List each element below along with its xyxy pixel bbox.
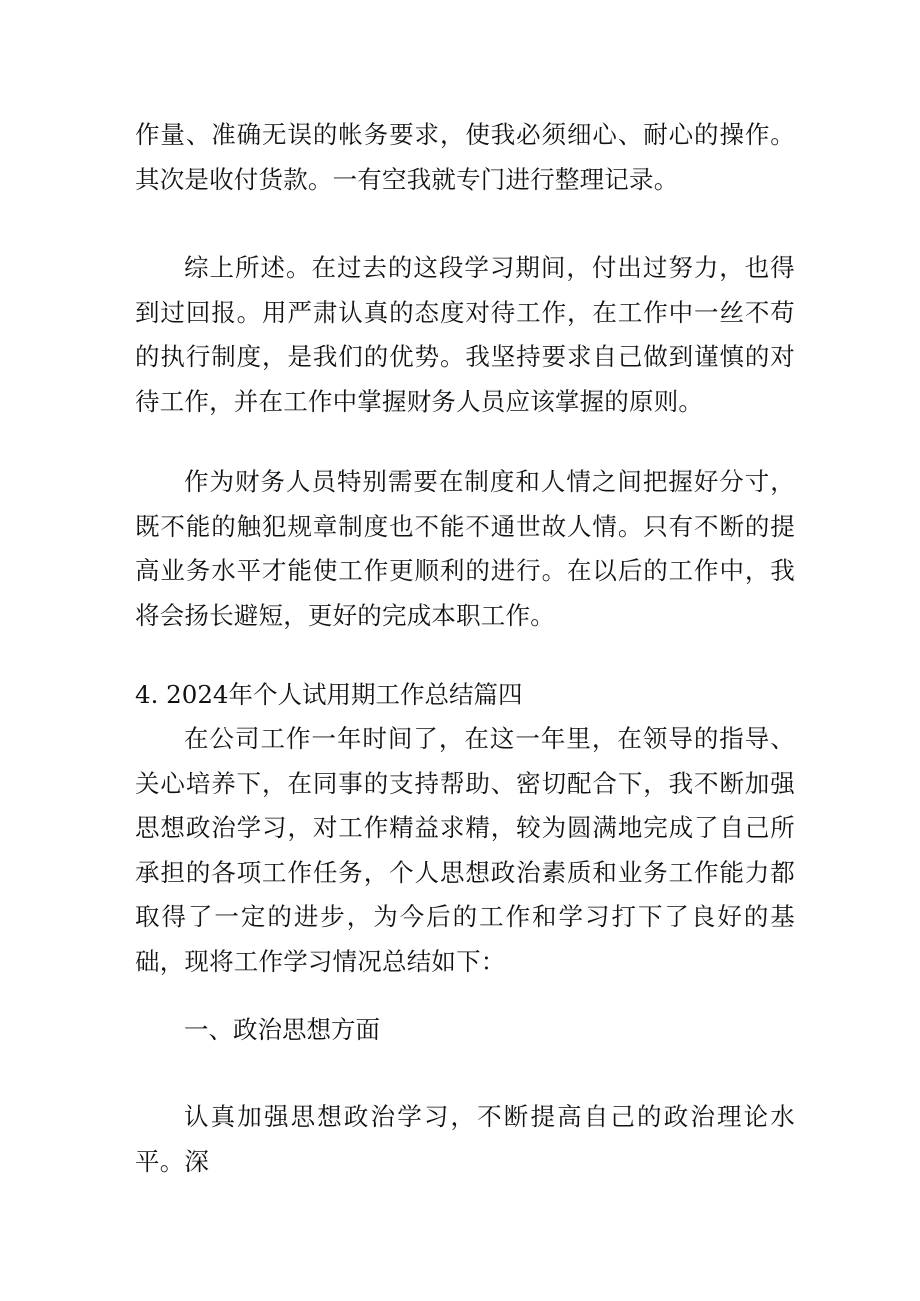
subsection-heading: 一、政治思想方面 (184, 1015, 380, 1044)
paragraph-political-study: 认真加强思想政治学习，不断提高自己的政治理论水平。深 (135, 1102, 795, 1176)
paragraph-finance-principles: 作为财务人员特别需要在制度和人情之间把握好分寸，既不能的触犯规章制度也不能不通世故人情。只有不断的提高业务水平才能使工作更顺利的进行。在以后的工作中，我将会扬长避短，更好的完成本职工作。 (135, 467, 795, 630)
paragraph-accounting-work: 作量、准确无误的帐务要求，使我必须细心、耐心的操作。其次是收付货款。一有空我就专门进行整理记录。 (135, 120, 795, 194)
section-heading: 4. 2024年个人试用期工作总结篇四 (135, 680, 523, 709)
paragraph-summary: 综上所述。在过去的这段学习期间，付出过努力，也得到过回报。用严肃认真的态度对待工作，在工作中一丝不苟的执行制度，是我们的优势。我坚持要求自己做到谨慎的对待工作，并在工作中掌握财务人员应该掌握的原则。 (135, 253, 795, 416)
paragraph-year-review: 在公司工作一年时间了，在这一年里，在领导的指导、关心培养下，在同事的支持帮助、密切配合下，我不断加强思想政治学习，对工作精益求精，较为圆满地完成了自己所承担的各项工作任务，个人思想政治素质和业务工作能力都取得了一定的进步，为今后的工作和学习打下了良好的基础，现将工作学习情况总结如下： (135, 724, 795, 976)
